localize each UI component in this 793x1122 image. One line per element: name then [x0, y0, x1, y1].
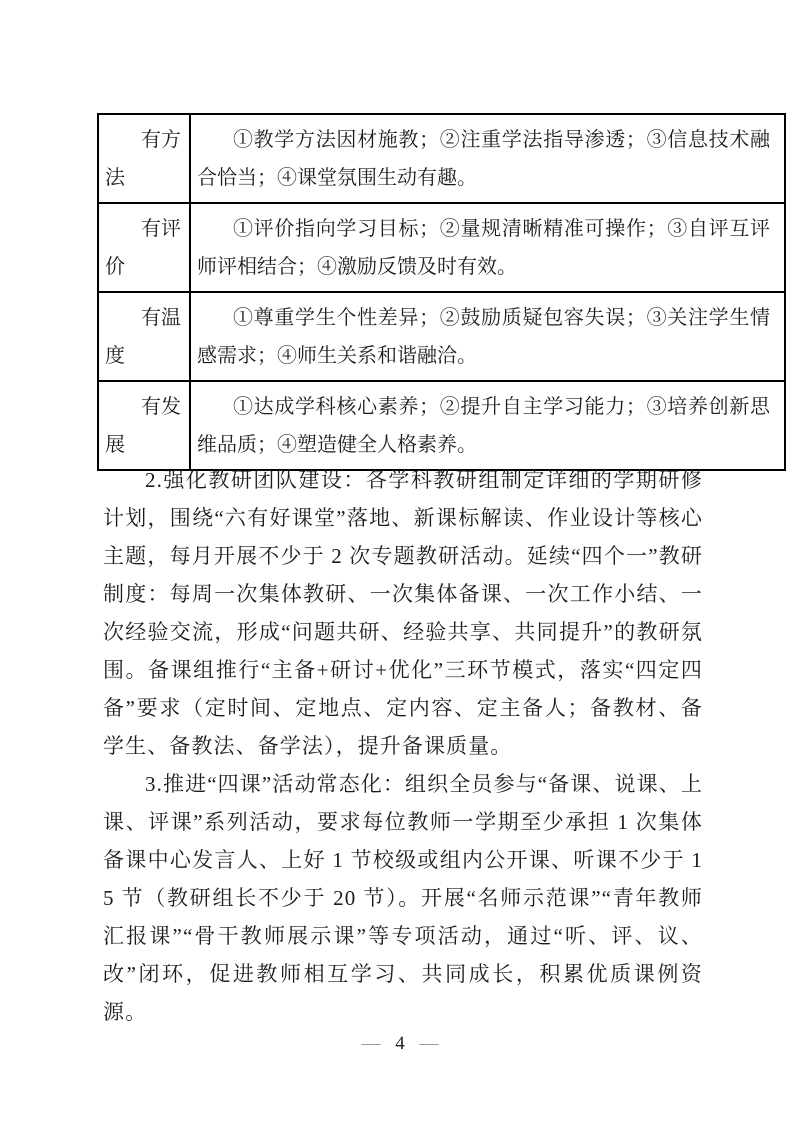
row-label-cell: 有评价 — [98, 203, 190, 292]
paragraph-3: 3.推进“四课”活动常态化：组织全员参与“备课、说课、上课、评课”系列活动，要求每位教师一学期至少承担 1 次集体备课中心发言人、上好 1 节校级或组内公开课、听课不少于 15 节（教研组长不少于 20 节）。开展“名师示范课”“青年教师汇报课”“骨干教师展示课”等专项活动，通过“听、评、议、改”闭环，促进教师相互学习、共同成长，积累优质课例资源。 — [103, 772, 703, 1024]
page-number: 4 — [395, 1033, 405, 1054]
row-content-cell: ①评价指向学习目标；②量规清晰精准可操作；③自评互评师评相结合；④激励反馈及时有效。 — [190, 203, 785, 292]
page-footer — [97, 1030, 703, 1058]
paragraph-2: 2.强化教研团队建设：各学科教研组制定详细的学期研修计划，围绕“六有好课堂”落地、新课标解读、作业设计等核心主题，每月开展不少于 2 次专题教研活动。延续“四个一”教研制度：每周一次集体教研、一次集体备课、一次工作小结、一次经验交流，形成“问题共研、经验共享、共同提升”的教研氛围。备课组推行“主备+研讨+优化”三环节模式，落实“四定四备”要求（定时间、定地点、定内容、定主备人；备教材、备学生、备教法、备学法），提升备课质量。 — [103, 468, 703, 758]
footer-left-dash: — — [361, 1033, 381, 1054]
table-row — [98, 114, 785, 203]
body-text — [103, 461, 703, 1031]
row-content-cell: ①教学方法因材施教；②注重学法指导渗透；③信息技术融合恰当；④课堂氛围生动有趣。 — [190, 114, 785, 203]
row-label-cell: 有温度 — [98, 292, 190, 381]
row-content-cell: ①尊重学生个性差异；②鼓励质疑包容失误；③关注学生情感需求；④师生关系和谐融洽。 — [190, 292, 785, 381]
row-label-cell: 有方法 — [98, 114, 190, 203]
table-row — [98, 203, 785, 292]
table-row — [98, 381, 785, 470]
footer-right-dash: — — [419, 1033, 439, 1054]
row-content-cell: ①达成学科核心素养；②提升自主学习能力；③培养创新思维品质；④塑造健全人格素养。 — [190, 381, 785, 470]
table-row — [98, 292, 785, 381]
classroom-criteria-table — [97, 113, 786, 471]
row-label-cell: 有发展 — [98, 381, 190, 470]
